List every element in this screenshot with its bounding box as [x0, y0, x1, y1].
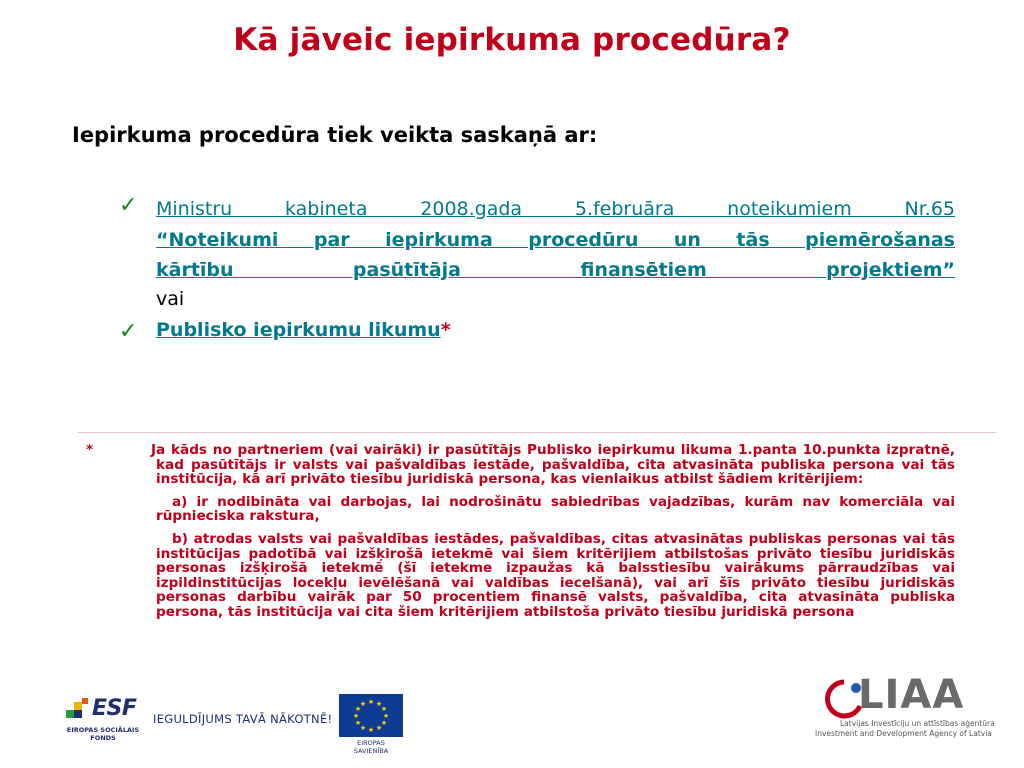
regulation-link-line1[interactable]: Ministru kabineta 2008.gada 5.februāra noteikumiem Nr.65 [156, 198, 955, 220]
esf-logo-text: ESF [92, 696, 137, 721]
regulation-link-line3[interactable]: kārtību pasūtītāja finansētiem projektiem” [156, 259, 955, 281]
svg-text:★: ★ [375, 700, 383, 708]
svg-text:★: ★ [352, 712, 360, 720]
checkmark-icon: ✓ [119, 193, 138, 218]
svg-text:★: ★ [367, 726, 375, 734]
or-text: vai [156, 288, 185, 310]
svg-text:★: ★ [375, 724, 383, 732]
law-item [156, 319, 451, 341]
liaa-subtitle-en: Investment and Development Agency of Latvia [815, 729, 992, 738]
footnote-paragraph [86, 442, 955, 488]
svg-text:★: ★ [382, 712, 390, 720]
liaa-subtitle-lv: Latvijas Investīciju un attīstības aģentūra [840, 719, 995, 728]
svg-text:★: ★ [367, 698, 375, 706]
divider [78, 432, 996, 433]
svg-text:★: ★ [380, 719, 388, 727]
svg-text:★: ★ [354, 705, 362, 713]
svg-text:★: ★ [359, 700, 367, 708]
svg-text:★: ★ [380, 705, 388, 713]
eu-flag-icon [339, 694, 403, 737]
liaa-logo [810, 672, 1000, 752]
intro-text: Iepirkuma procedūra tiek veikta saskaņā ar: [72, 123, 598, 147]
footnote-text: Ja kāds no partneriem (vai vairāki) ir pasūtītājs Publisko iepirkumu likuma 1.panta 10.punkta izpratnē, kad pasūtītājs ir valsts vai pašvaldības iestāde, pašvaldība, cita atvasināta publiska persona vai tās institūcija, kā arī privāto tiesību juridiskā persona, kas vienlaikus atbilst šādiem kritērijiem: [151, 442, 955, 488]
footnote-criterion-b: b) atrodas valsts vai pašvaldības iestādes, pašvaldības, citas atvasinātas publiskas personas vai tās institūcijas padotībā vai izšķirošā ietekmē vai šiem kritērijiem atbilstošas privāto tiesību juridiskās personas izšķirošā ietekmē (šī ietekme izpaužas kā balsstiesību vairākums pārraudzības vai izpildinstitūcijas locekļu ievēlēšanā vai valdības iecelšanā), vai arī šīs privāto tiesību juridiskās personas darbību vairāk par 50 procentiem finansē valsts, pašvaldība, cita atvasināta publiska persona, tās institūcija vai cita šiem kritērijiem atbilstoša privāto tiesību juridiskā persona [156, 530, 955, 620]
esf-subtitle: EIROPAS SOCIĀLAIS FONDS [66, 726, 140, 742]
checkmark-icon: ✓ [119, 319, 138, 344]
law-link[interactable]: Publisko iepirkumu likumu [156, 319, 441, 341]
slogan-text: IEGULDĪJUMS TAVĀ NĀKOTNĒ! [153, 712, 333, 726]
footnote-criterion-a: a) ir nodibināta vai darbojas, lai nodrošinātu sabiedrības vajadzības, kurām nav komerciāla vai rūpnieciska rakstura, [156, 493, 955, 525]
liaa-logo-text: LIAA [858, 672, 965, 718]
esf-logo-icon [64, 696, 94, 724]
footnote-marker: * [440, 319, 451, 341]
svg-text:★: ★ [354, 719, 362, 727]
footnote-star: * [86, 442, 94, 458]
footnote [86, 442, 955, 620]
slide-title: Kā jāveic iepirkuma procedūra? [233, 22, 791, 58]
regulation-link-line2[interactable]: “Noteikumi par iepirkuma procedūru un tās piemērošanas [156, 228, 955, 251]
regulation-item [156, 194, 955, 286]
svg-text:★: ★ [359, 724, 367, 732]
eu-caption: EIROPAS SAVIENĪBA [353, 739, 389, 755]
